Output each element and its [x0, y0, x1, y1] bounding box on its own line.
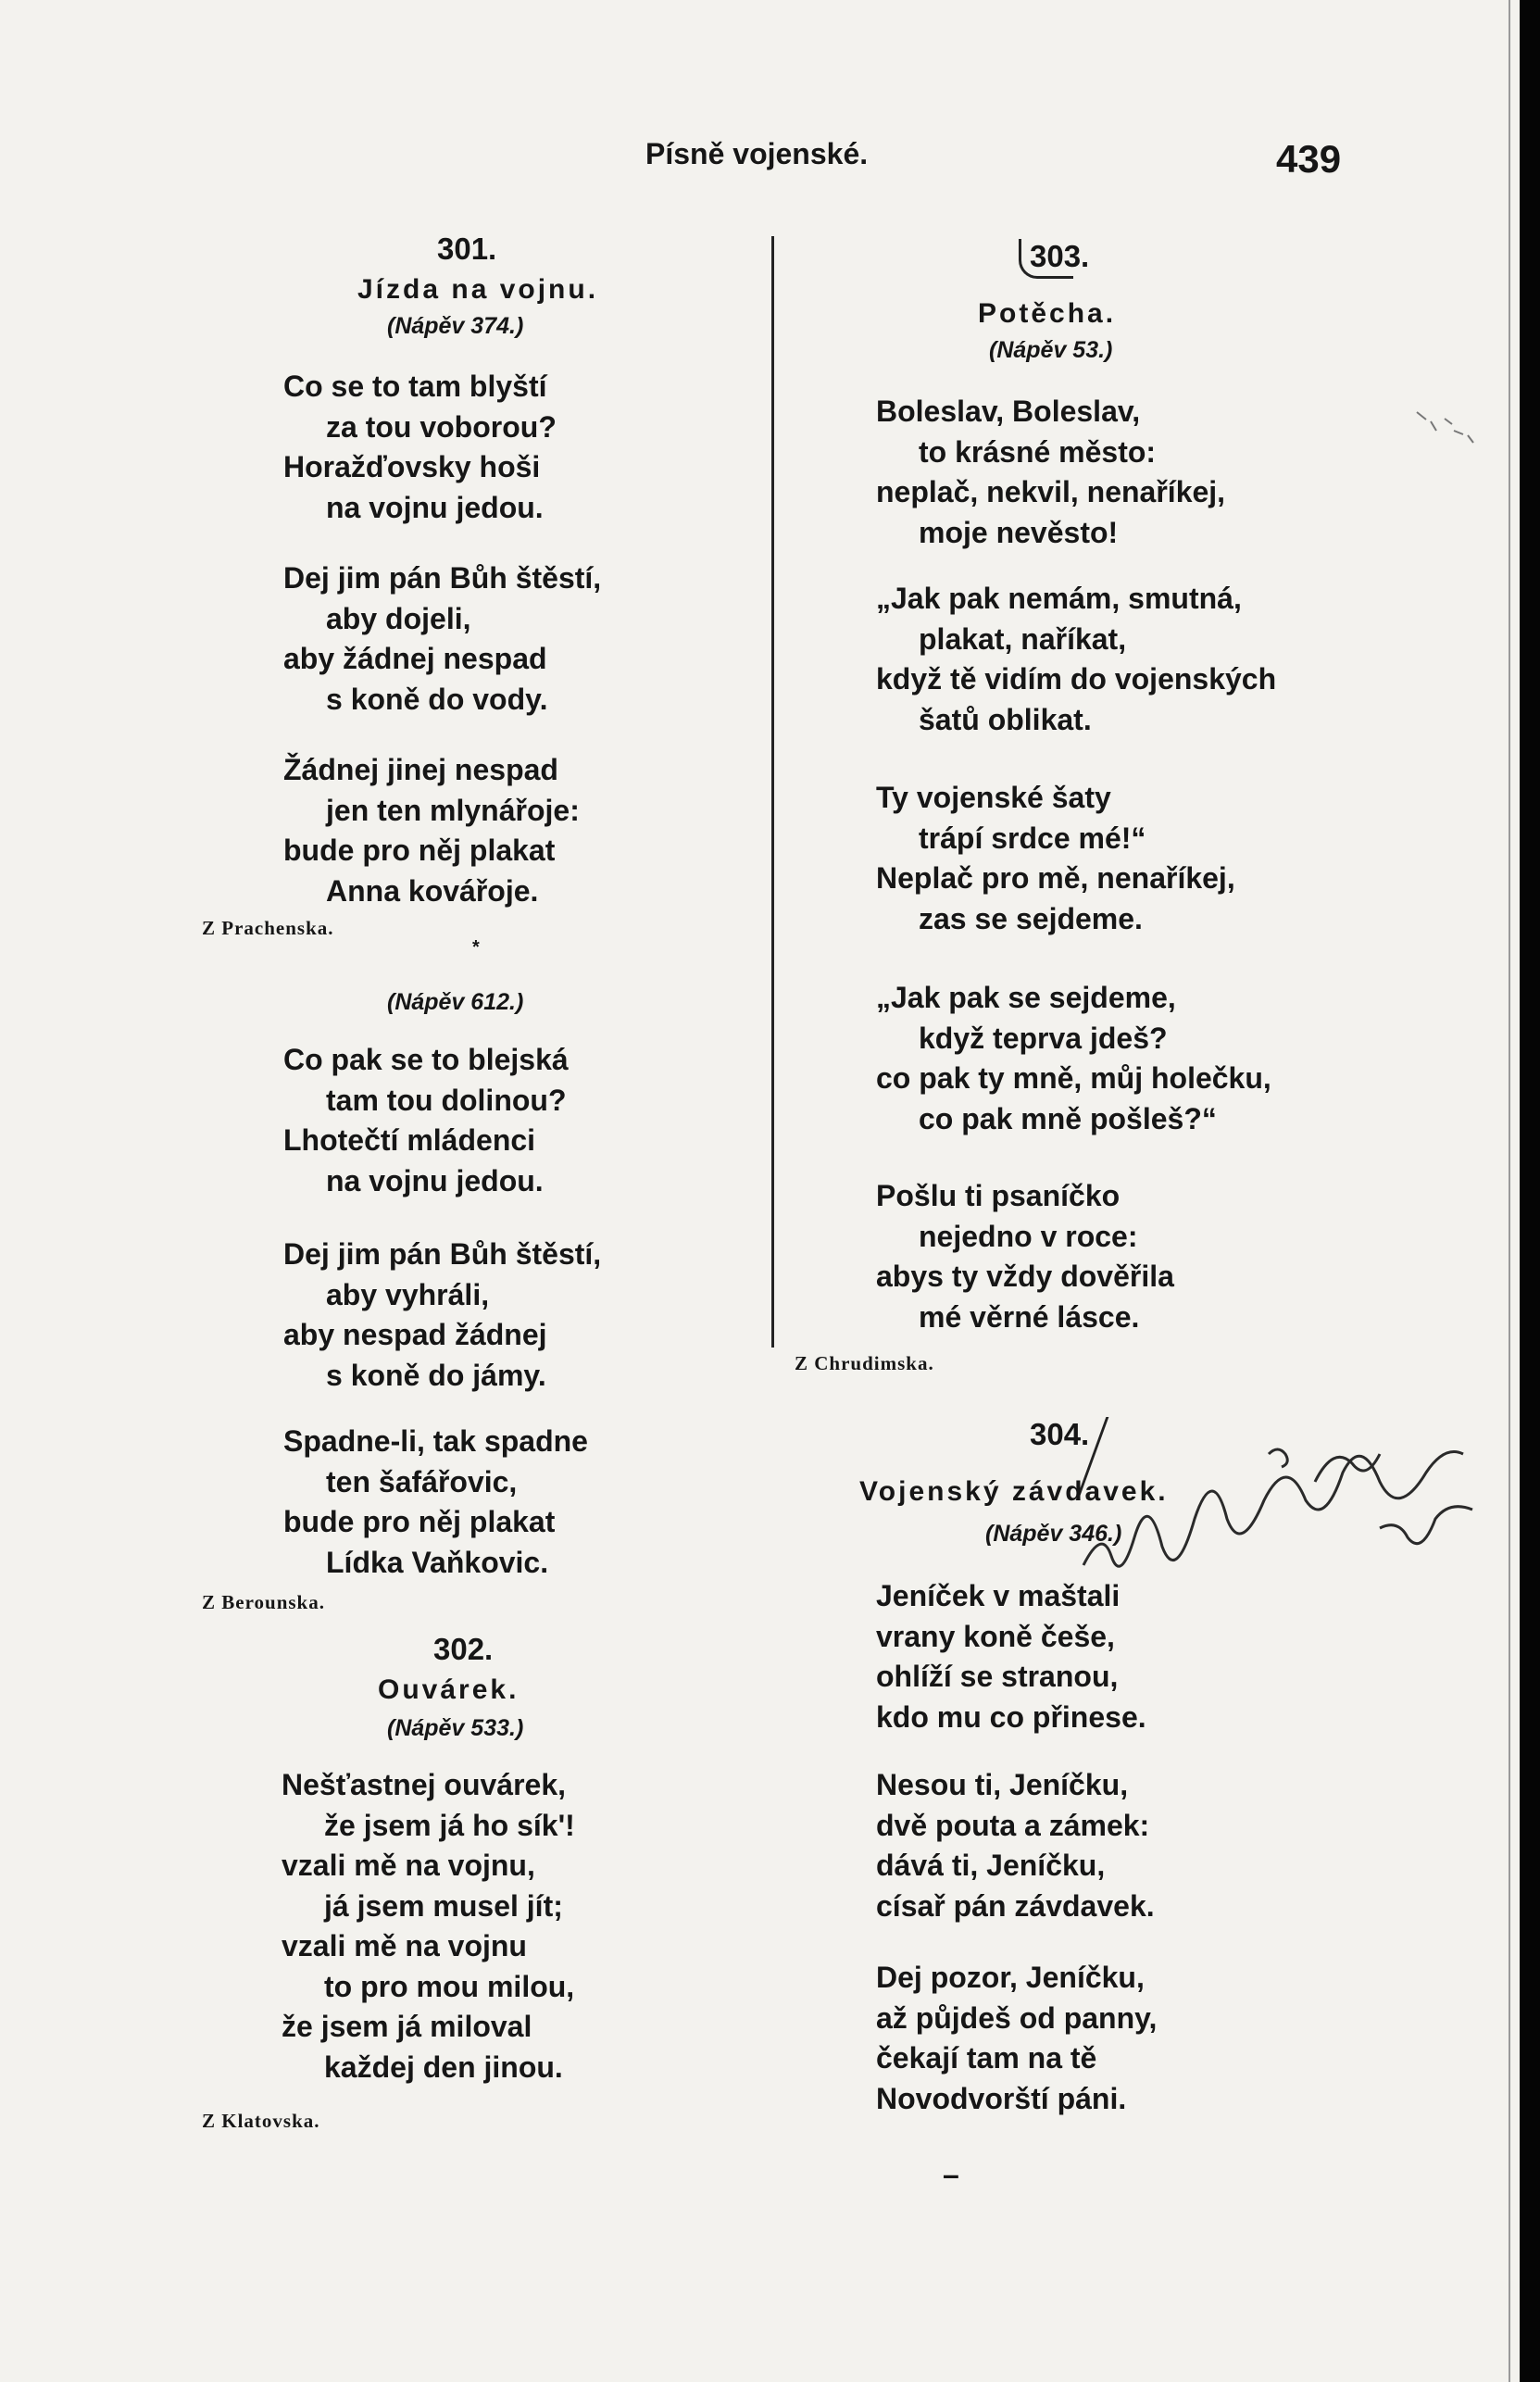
- verse-line: tam tou dolinou?: [326, 1083, 567, 1117]
- verse-line: šatů oblikat.: [919, 702, 1092, 736]
- verse-line: nejedno v roce:: [919, 1219, 1138, 1253]
- verse-line: bude pro něj plakat: [283, 1505, 556, 1538]
- verse-line: to pro mou milou,: [324, 1969, 575, 2003]
- verse-line: vzali mě na vojnu,: [282, 1849, 535, 1882]
- source-region: Z Prachenska.: [202, 917, 334, 939]
- verse-line: Novodvorští páni.: [876, 2081, 1127, 2115]
- verse-line: abys ty vždy dověřila: [876, 1260, 1174, 1293]
- verse-line: trápí srdce mé!“: [919, 821, 1146, 855]
- verse-line: dává ti, Jeníčku,: [876, 1849, 1106, 1882]
- verse-line: Boleslav, Boleslav,: [876, 395, 1141, 428]
- verse-line: s koně do vody.: [326, 682, 548, 716]
- melody-ref: (Nápěv 53.): [989, 337, 1113, 363]
- verse-line: „Jak pak se sejdeme,: [876, 981, 1176, 1014]
- verse-line: Nešťastnej ouvárek,: [282, 1768, 567, 1801]
- verse-line: ohlíží se stranou,: [876, 1660, 1119, 1693]
- stanza: [283, 1235, 601, 1396]
- song-number: 302.: [433, 1632, 494, 1666]
- verse-line: každej den jinou.: [324, 2050, 563, 2084]
- song-number: 301.: [437, 232, 497, 266]
- song-title: Ouvárek.: [378, 1674, 520, 1705]
- verse-line: vzali mě na vojnu: [282, 1929, 527, 1962]
- running-head: Písně vojenské.: [645, 137, 869, 170]
- verse-line: mé věrné lásce.: [919, 1299, 1140, 1334]
- verse-line: císař pán závdavek.: [876, 1888, 1155, 1923]
- verse-line: čekají tam na tě: [876, 2041, 1097, 2075]
- verse-line: že jsem já ho sík'!: [324, 1808, 575, 1842]
- song-number: 303.: [1030, 239, 1090, 273]
- verse-line: moje nevěsto!: [919, 515, 1119, 549]
- source-region: Z Klatovska.: [202, 2110, 320, 2132]
- stanza: [876, 579, 1276, 740]
- verse-line: aby žádnej nespad: [283, 642, 547, 675]
- verse-line: když tě vidím do vojenských: [876, 662, 1277, 696]
- margin-specks: [1412, 407, 1486, 463]
- verse-line: na vojnu jedou.: [326, 490, 544, 524]
- verse-line: „Jak pak nemám, smutná,: [876, 582, 1242, 615]
- verse-line: Co pak se to blejská: [283, 1043, 569, 1076]
- source-region: Z Berounska.: [202, 1591, 325, 1613]
- verse-line: za tou voborou?: [326, 409, 557, 444]
- verse-line: že jsem já miloval: [282, 2010, 532, 2043]
- melody-ref: (Nápěv 374.): [387, 313, 524, 339]
- stanza: [283, 1040, 569, 1201]
- melody-ref: (Nápěv 612.): [387, 989, 524, 1015]
- verse-line: kdo mu co přinese.: [876, 1699, 1146, 1734]
- stanza: [876, 392, 1225, 553]
- stanza: [283, 558, 601, 720]
- verse-line: Dej jim pán Bůh štěstí,: [283, 1237, 602, 1271]
- verse-line: když teprva jdeš?: [919, 1021, 1168, 1055]
- verse-line: Pošlu ti psaníčko: [876, 1179, 1121, 1212]
- verse-line: Ty vojenské šaty: [876, 781, 1111, 814]
- verse-line: jen ten mlynářoje:: [326, 793, 580, 827]
- verse-line: Horažďovsky hoši: [283, 450, 541, 483]
- verse-line: Lhotečtí mládenci: [283, 1123, 536, 1157]
- verse-line: Žádnej jinej nespad: [283, 753, 558, 786]
- verse-line: já jsem musel jít;: [324, 1888, 563, 1923]
- verse-line: aby vyhráli,: [326, 1277, 490, 1311]
- verse-line: Jeníček v maštali: [876, 1579, 1121, 1612]
- melody-ref: (Nápěv 346.): [985, 1521, 1122, 1547]
- verse-line: dvě pouta a zámek:: [876, 1808, 1150, 1842]
- end-mark: –: [943, 2158, 959, 2191]
- verse-line: Anna kovářoje.: [326, 873, 539, 908]
- verse-line: to krásné město:: [919, 434, 1157, 469]
- stanza: [283, 1422, 588, 1583]
- stanza: [283, 750, 580, 911]
- song-number: 304.: [1030, 1417, 1090, 1451]
- song-title: Jízda na vojnu.: [357, 274, 599, 305]
- stanza: [282, 1765, 575, 2087]
- handwritten-annotation: [1074, 1426, 1509, 1602]
- verse-line: zas se sejdeme.: [919, 901, 1143, 935]
- verse-line: co pak ty mně, můj holečku,: [876, 1061, 1271, 1095]
- verse-line: aby nespad žádnej: [283, 1318, 547, 1351]
- melody-ref: (Nápěv 533.): [387, 1715, 524, 1741]
- verse-line: Lídka Vaňkovic.: [326, 1545, 549, 1579]
- stanza: [876, 1176, 1174, 1337]
- song-title: Vojenský závdavek.: [859, 1476, 1169, 1507]
- stanza: [283, 367, 557, 528]
- stanza: [876, 1958, 1157, 2119]
- source-region: Z Chrudimska.: [795, 1352, 934, 1374]
- verse-line: Dej jim pán Bůh štěstí,: [283, 561, 602, 595]
- verse-line: Dej pozor, Jeníčku,: [876, 1961, 1145, 1994]
- verse-line: co pak mně pošleš?“: [919, 1101, 1217, 1135]
- scan-edge-band: [1520, 0, 1540, 2382]
- song-title: Potěcha.: [978, 298, 1117, 329]
- verse-line: plakat, naříkat,: [919, 621, 1127, 656]
- stanza: [876, 1765, 1155, 1926]
- verse-line: na vojnu jedou.: [326, 1163, 544, 1197]
- column-rule: [771, 236, 774, 1348]
- verse-line: Nesou ti, Jeníčku,: [876, 1768, 1129, 1801]
- verse-line: s koně do jámy.: [326, 1358, 546, 1392]
- verse-line: Spadne-li, tak spadne: [283, 1424, 588, 1458]
- verse-line: aby dojeli,: [326, 601, 471, 635]
- verse-line: Neplač pro mě, nenaříkej,: [876, 861, 1235, 895]
- verse-line: bude pro něj plakat: [283, 834, 556, 867]
- verse-line: vrany koně češe,: [876, 1619, 1115, 1653]
- stanza: [876, 978, 1271, 1139]
- verse-line: ten šafářovic,: [326, 1464, 518, 1498]
- verse-line: neplač, nekvil, nenaříkej,: [876, 475, 1226, 508]
- verse-line: až půjdeš od panny,: [876, 2000, 1158, 2035]
- verse-line: Co se to tam blyští: [283, 370, 547, 403]
- stanza: [876, 778, 1235, 939]
- page-number: 439: [1276, 137, 1342, 181]
- variant-mark: *: [472, 937, 480, 958]
- scan-edge-line: [1509, 0, 1510, 2382]
